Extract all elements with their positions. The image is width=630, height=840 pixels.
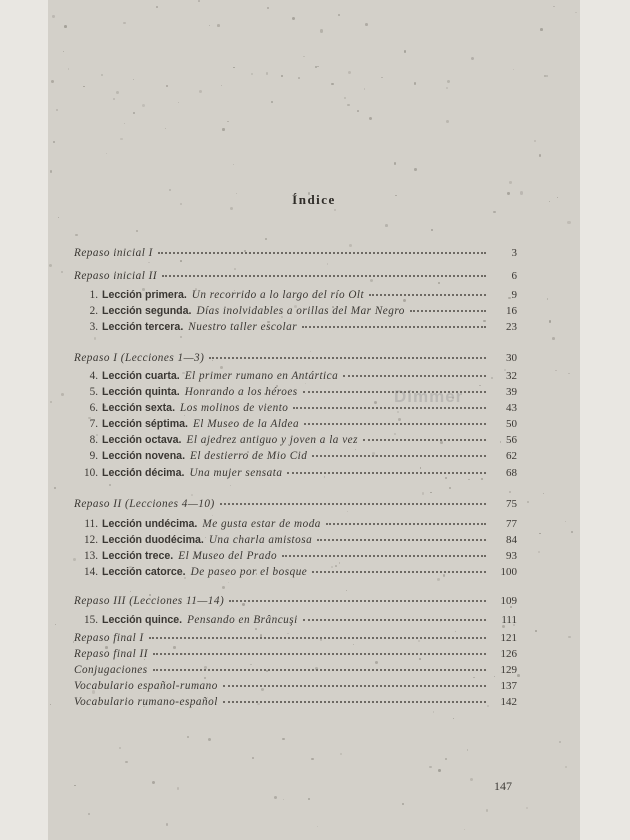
entry-title: El ajedrez antiguo y joven a la vez bbox=[186, 434, 358, 446]
entry-title: Repaso III (Lecciones 11—14) bbox=[74, 595, 225, 607]
watermark: Dimmer bbox=[394, 387, 464, 406]
entry-page-number: 9 bbox=[511, 289, 517, 301]
entry-title: El Museo del Prado bbox=[178, 550, 278, 562]
entry-page-number: 126 bbox=[500, 648, 517, 660]
entry-title: El destierro de Mio Cid bbox=[190, 450, 308, 462]
book-page bbox=[48, 0, 580, 840]
entry-title: Los molinos de viento bbox=[180, 402, 289, 414]
entry-title: Me gusta estar de moda bbox=[202, 518, 321, 530]
entry-title: Una charla amistosa bbox=[208, 534, 313, 546]
entry-page-number: 62 bbox=[506, 450, 517, 462]
dot-leader bbox=[410, 298, 486, 312]
lesson-label: Lección tercera. bbox=[102, 321, 184, 333]
lesson-label: Lección catorce. bbox=[102, 566, 186, 578]
dot-leader bbox=[302, 314, 486, 328]
entry-page-number: 77 bbox=[506, 518, 517, 530]
entry-title: Conjugaciones bbox=[74, 664, 148, 676]
lesson-label: Lección décima. bbox=[102, 467, 185, 479]
entry-page-number: 39 bbox=[506, 386, 517, 398]
entry-title: Repaso I (Lecciones 1—3) bbox=[74, 352, 205, 364]
dot-leader bbox=[223, 689, 486, 703]
entry-title: Repaso inicial II bbox=[74, 270, 158, 282]
lesson-label: Lección quince. bbox=[102, 614, 183, 626]
dot-leader bbox=[220, 491, 486, 505]
entry-page-number: 23 bbox=[506, 321, 517, 333]
lesson-number: 11. bbox=[84, 518, 98, 530]
entry-title: De paseo por el bosque bbox=[190, 566, 308, 578]
lesson-number: 6. bbox=[89, 402, 98, 414]
lesson-number: 1. bbox=[89, 289, 98, 301]
entry-title: Una mujer sensata bbox=[189, 467, 283, 479]
lesson-number: 13. bbox=[84, 550, 98, 562]
dot-leader bbox=[304, 411, 486, 425]
dot-leader bbox=[293, 395, 486, 409]
lesson-label: Lección cuarta. bbox=[102, 370, 180, 382]
lesson-label: Lección trece. bbox=[102, 550, 174, 562]
dot-leader bbox=[363, 427, 486, 441]
entry-page-number: 111 bbox=[501, 614, 517, 626]
lesson-number: 15. bbox=[84, 614, 98, 626]
entry-title: Un recorrido a lo largo del río Olt bbox=[191, 289, 365, 301]
dot-leader bbox=[223, 673, 486, 687]
entry-page-number: 3 bbox=[511, 247, 517, 259]
entry-title: Pensando en Brâncuşi bbox=[187, 614, 298, 626]
toc-entry bbox=[74, 445, 517, 461]
entry-page-number: 68 bbox=[506, 467, 517, 479]
lesson-label: Lección undécima. bbox=[102, 518, 198, 530]
lesson-number: 9. bbox=[89, 450, 98, 462]
toc-entry bbox=[74, 462, 517, 478]
lesson-label: Lección octava. bbox=[102, 434, 182, 446]
dot-leader bbox=[343, 363, 486, 377]
entry-page-number: 121 bbox=[500, 632, 517, 644]
page-number: 147 bbox=[494, 779, 512, 793]
page-title: Índice bbox=[292, 192, 336, 207]
dot-leader bbox=[162, 263, 486, 277]
entry-title: Vocabulario rumano-español bbox=[74, 696, 218, 708]
lesson-label: Lección séptima. bbox=[102, 418, 188, 430]
dot-leader bbox=[312, 443, 486, 457]
toc-entry bbox=[74, 493, 517, 509]
toc-entry bbox=[74, 609, 517, 625]
dot-leader bbox=[303, 607, 486, 621]
lesson-number: 5. bbox=[89, 386, 98, 398]
entry-title: Días inolvidables a orillas del Mar Negro bbox=[196, 305, 405, 317]
lesson-number: 4. bbox=[89, 370, 98, 382]
dot-leader bbox=[326, 511, 486, 525]
dot-leader bbox=[282, 543, 486, 557]
lesson-number: 7. bbox=[89, 418, 98, 430]
dot-leader bbox=[209, 345, 486, 359]
toc-entry bbox=[74, 561, 517, 577]
lesson-label: Lección sexta. bbox=[102, 402, 176, 414]
dot-leader bbox=[153, 657, 486, 671]
lesson-number: 14. bbox=[84, 566, 98, 578]
lesson-label: Lección primera. bbox=[102, 289, 187, 301]
dot-leader bbox=[369, 282, 486, 296]
entry-page-number: 50 bbox=[506, 418, 517, 430]
lesson-number: 12. bbox=[84, 534, 98, 546]
toc-entry bbox=[74, 691, 517, 707]
entry-page-number: 109 bbox=[500, 595, 517, 607]
lesson-label: Lección duodécima. bbox=[102, 534, 204, 546]
dot-leader bbox=[153, 641, 486, 655]
entry-page-number: 142 bbox=[500, 696, 517, 708]
entry-title: Repaso II (Lecciones 4—10) bbox=[74, 498, 215, 510]
lesson-number: 3. bbox=[89, 321, 98, 333]
entry-page-number: 43 bbox=[506, 402, 517, 414]
entry-page-number: 100 bbox=[500, 566, 517, 578]
entry-page-number: 75 bbox=[506, 498, 517, 510]
entry-page-number: 6 bbox=[511, 270, 517, 282]
entry-title: Repaso inicial I bbox=[74, 247, 153, 259]
dot-leader bbox=[312, 559, 486, 573]
entry-title: Repaso final I bbox=[74, 632, 144, 644]
lesson-label: Lección segunda. bbox=[102, 305, 192, 317]
toc-entry bbox=[74, 347, 517, 363]
entry-page-number: 56 bbox=[506, 434, 517, 446]
entry-title: El primer rumano en Antártica bbox=[184, 370, 339, 382]
entry-page-number: 30 bbox=[506, 352, 517, 364]
toc-entry bbox=[74, 242, 517, 258]
dot-leader bbox=[317, 527, 486, 541]
dot-leader bbox=[158, 240, 486, 254]
entry-title: Honrando a los héroes bbox=[184, 386, 298, 398]
toc-entry bbox=[74, 265, 517, 281]
lesson-number: 2. bbox=[89, 305, 98, 317]
lesson-label: Lección novena. bbox=[102, 450, 186, 462]
lesson-number: 10. bbox=[84, 467, 98, 479]
entry-page-number: 137 bbox=[500, 680, 517, 692]
lesson-number: 8. bbox=[89, 434, 98, 446]
entry-title: Vocabulario español-rumano bbox=[74, 680, 218, 692]
dot-leader bbox=[229, 588, 486, 602]
entry-title: Nuestro taller escolar bbox=[188, 321, 298, 333]
dot-leader bbox=[287, 460, 486, 474]
toc-entry bbox=[74, 316, 517, 332]
entry-page-number: 16 bbox=[506, 305, 517, 317]
dot-leader bbox=[149, 625, 486, 639]
toc-entry bbox=[74, 590, 517, 606]
entry-page-number: 93 bbox=[506, 550, 517, 562]
lesson-label: Lección quinta. bbox=[102, 386, 180, 398]
entry-page-number: 84 bbox=[506, 534, 517, 546]
entry-title: El Museo de la Aldea bbox=[192, 418, 300, 430]
entry-page-number: 32 bbox=[506, 370, 517, 382]
entry-title: Repaso final II bbox=[74, 648, 148, 660]
dot-leader bbox=[303, 379, 486, 393]
entry-page-number: 129 bbox=[500, 664, 517, 676]
